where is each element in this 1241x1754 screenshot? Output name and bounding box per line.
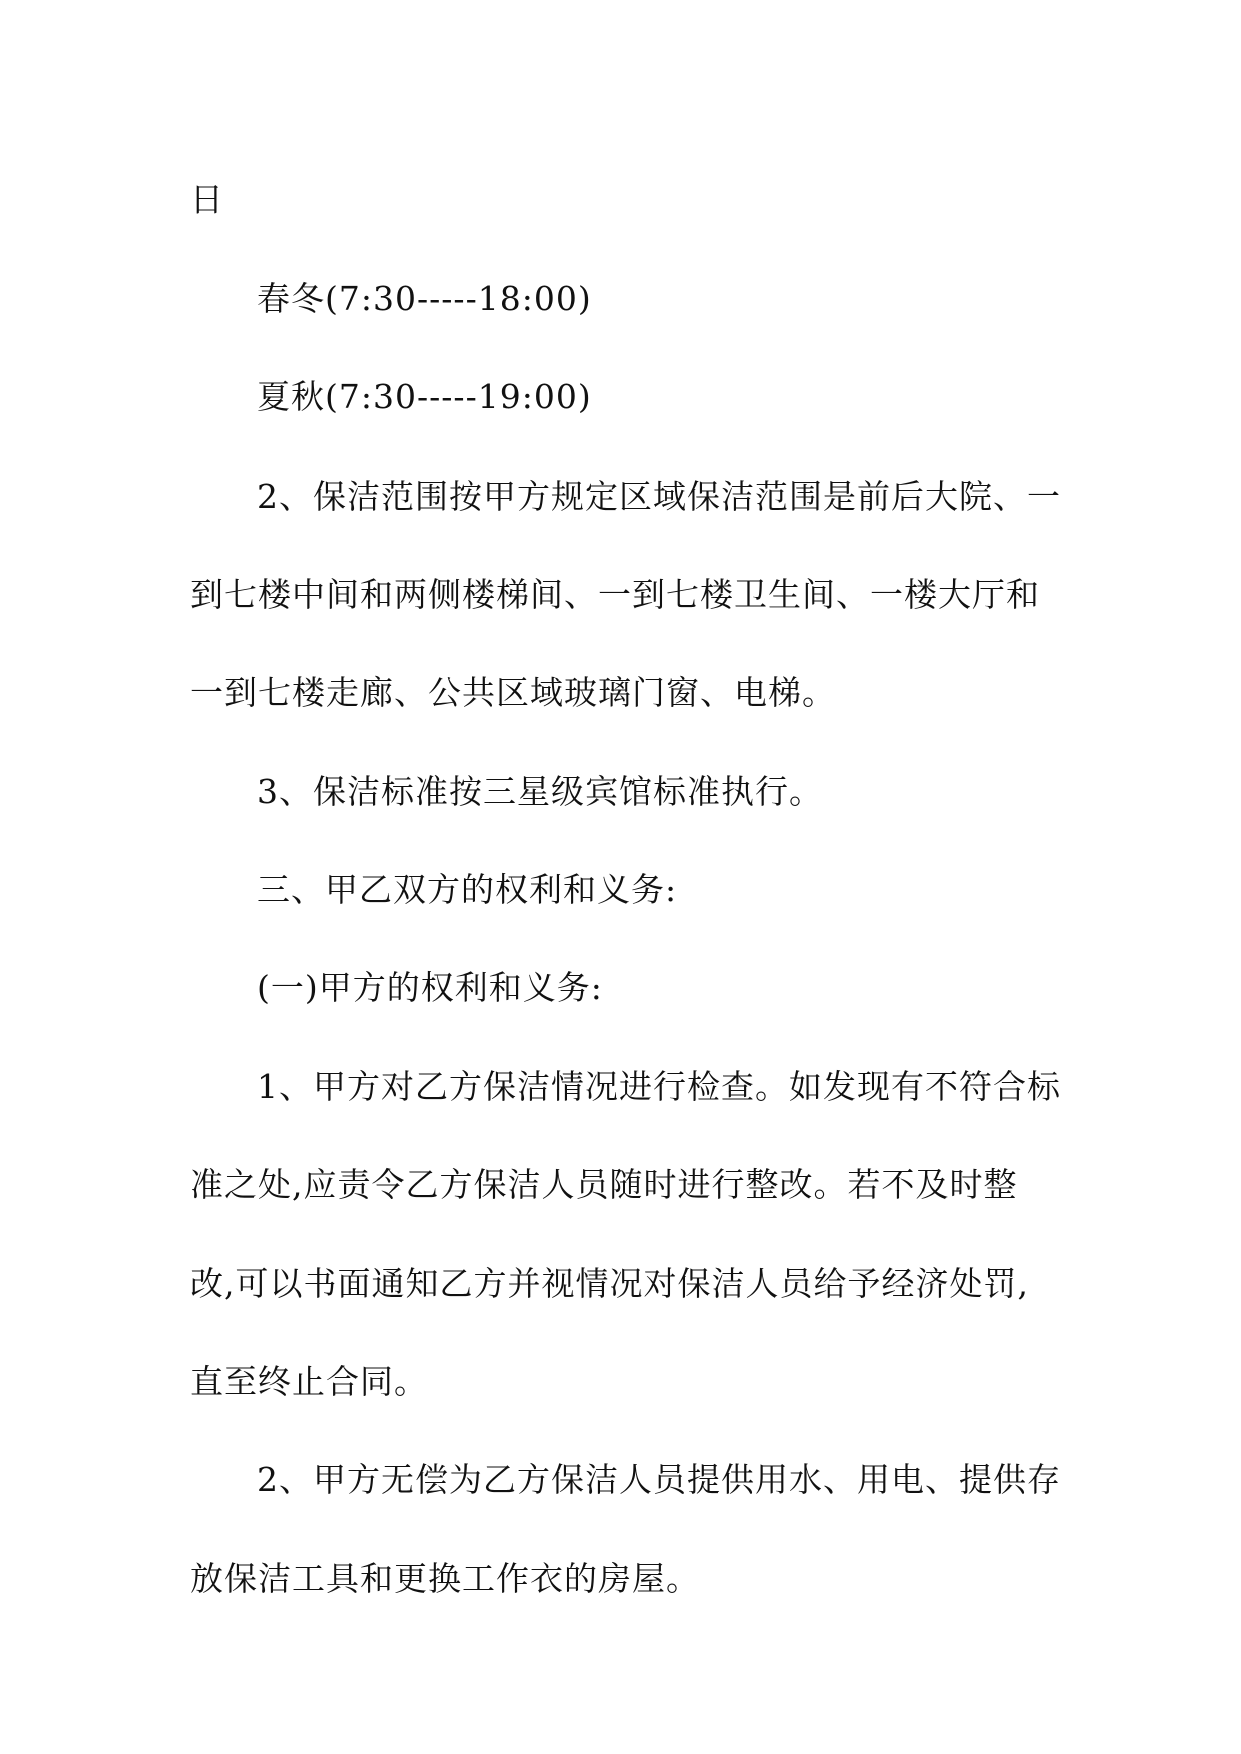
paragraph-inspection-cont: 准之处,应责令乙方保洁人员随时进行整改。若不及时整 bbox=[190, 1165, 1018, 1204]
paragraph-inspection-cont: 直至终止合同。 bbox=[190, 1362, 428, 1401]
text-line-day: 日 bbox=[190, 180, 224, 219]
paragraph-cleaning-standard: 3、保洁标准按三星级宾馆标准执行。 bbox=[257, 772, 823, 811]
text-line-spring-winter-hours: 春冬(7:30-----18:00) bbox=[257, 279, 592, 318]
text-line-summer-autumn-hours: 夏秋(7:30-----19:00) bbox=[257, 377, 592, 416]
subsection-heading-party-a: (一)甲方的权利和义务: bbox=[257, 968, 603, 1007]
paragraph-facilities: 2、甲方无偿为乙方保洁人员提供用水、用电、提供存 bbox=[257, 1460, 1061, 1499]
section-heading-rights-obligations: 三、甲乙双方的权利和义务: bbox=[257, 870, 678, 909]
paragraph-cleaning-scope-cont: 到七楼中间和两侧楼梯间、一到七楼卫生间、一楼大厅和 bbox=[190, 575, 1040, 614]
paragraph-cleaning-scope-cont: 一到七楼走廊、公共区域玻璃门窗、电梯。 bbox=[190, 673, 836, 712]
paragraph-inspection: 1、甲方对乙方保洁情况进行检查。如发现有不符合标 bbox=[257, 1067, 1061, 1106]
paragraph-facilities-cont: 放保洁工具和更换工作衣的房屋。 bbox=[190, 1559, 700, 1598]
paragraph-inspection-cont: 改,可以书面通知乙方并视情况对保洁人员给予经济处罚, bbox=[190, 1264, 1029, 1303]
paragraph-cleaning-scope: 2、保洁范围按甲方规定区域保洁范围是前后大院、一 bbox=[257, 477, 1061, 516]
